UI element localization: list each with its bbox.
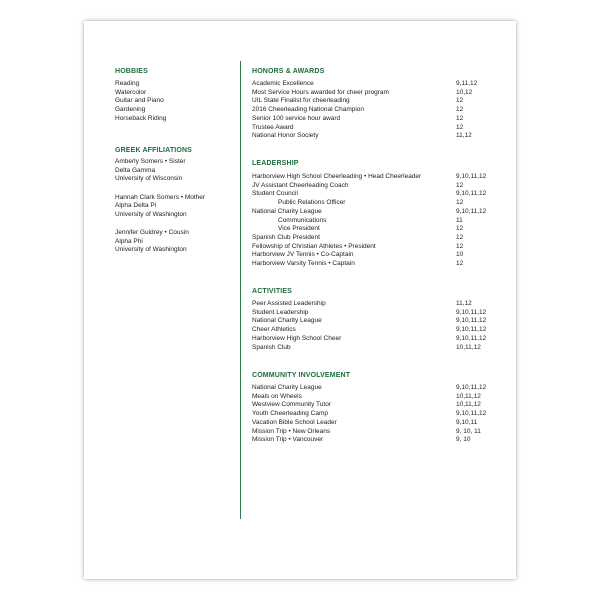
- community-label: National Charity League: [252, 384, 322, 391]
- greek-organization: Alpha Phi: [115, 237, 143, 245]
- community-label: Mission Trip • New Orleans: [252, 427, 331, 435]
- greek-relation: Hannah Clark Somers • Mother: [115, 193, 206, 201]
- greek-organization: Alpha Delta Pi: [115, 202, 157, 210]
- activity-label: Spanish Club: [252, 343, 291, 351]
- community-heading: COMMUNITY INVOLVEMENT: [252, 372, 351, 379]
- hobby-item: Guitar and Piano: [115, 97, 164, 105]
- leadership-years: 12: [456, 233, 464, 241]
- leadership-label: National Charity League: [252, 207, 322, 215]
- leadership-years: 12: [456, 260, 464, 267]
- community-label: Meals on Wheels: [252, 392, 302, 400]
- hobbies-heading: HOBBIES: [115, 68, 148, 75]
- leadership-label: JV Assistant Cheerleading Coach: [252, 181, 349, 189]
- leadership-sub-label: Vice President: [278, 225, 320, 233]
- community-years: 9,10,11: [456, 418, 478, 426]
- activity-years: 9,10,11,12: [456, 334, 487, 342]
- leadership-label: Fellowship of Christian Athletes • President: [252, 242, 376, 250]
- leadership-years: 12: [456, 225, 464, 233]
- community-years: 10,11,12: [456, 401, 481, 409]
- leadership-years: 11: [456, 216, 463, 224]
- community-label: Mission Trip • Vancouver: [252, 436, 324, 444]
- honor-years: 12: [456, 97, 464, 105]
- leadership-years: 9,10,11,12: [456, 207, 487, 215]
- honor-years: 9,11,12: [456, 80, 478, 87]
- community-label: Youth Cheerleading Camp: [252, 410, 329, 418]
- honor-label: UIL State Finalist for cheerleading: [252, 97, 350, 105]
- greek-organization: Delta Gamma: [115, 166, 156, 174]
- greek-relation: Jennifer Guidrey • Cousin: [115, 229, 189, 236]
- activity-label: Student Leadership: [252, 308, 309, 316]
- community-years: 9,10,11,12: [456, 410, 487, 418]
- leadership-label: Student Council: [252, 190, 298, 198]
- activity-label: Peer Assisted Leadership: [252, 300, 326, 307]
- leadership-label: Harborview JV Tennis • Co-Captain: [252, 251, 354, 259]
- leadership-years: 10: [456, 251, 464, 259]
- community-label: Westview Community Tutor: [252, 401, 331, 409]
- leadership-years: 12: [456, 199, 464, 207]
- honor-years: 11,12: [456, 132, 472, 140]
- community-years: 9, 10, 11: [456, 427, 481, 435]
- activity-years: 10,11,12: [456, 343, 481, 351]
- community-years: 9,10,11,12: [456, 384, 487, 391]
- community-years: 9, 10: [456, 436, 471, 444]
- honor-years: 12: [456, 106, 464, 114]
- leadership-years: 9,10,11,12: [456, 190, 487, 198]
- leadership-years: 12: [456, 181, 464, 189]
- hobby-item: Gardening: [115, 106, 146, 114]
- hobby-item: Reading: [115, 80, 140, 87]
- honor-label: 2016 Cheerleading National Champion: [252, 106, 365, 114]
- leadership-years: 12: [456, 242, 464, 250]
- leadership-label: Harborview Varsity Tennis • Captain: [252, 260, 355, 267]
- hobby-item: Horseback Riding: [115, 114, 167, 122]
- honor-years: 12: [456, 123, 464, 131]
- activities-heading: ACTIVITIES: [252, 288, 293, 295]
- column-divider: [240, 61, 241, 519]
- activity-years: 9,10,11,12: [456, 317, 487, 325]
- activity-label: Harborview High School Cheer: [252, 334, 342, 342]
- leadership-heading: LEADERSHIP: [252, 160, 299, 167]
- greek-affiliations-heading: GREEK AFFILIATIONS: [115, 147, 192, 154]
- activity-years: 9,10,11,12: [456, 308, 487, 316]
- activity-label: National Charity League: [252, 317, 322, 325]
- leadership-label: Harborview High School Cheerleading • Head Cheerleader: [252, 173, 422, 180]
- greek-university: University of Wisconsin: [115, 175, 183, 183]
- greek-university: University of Washington: [115, 210, 187, 218]
- greek-university: University of Washington: [115, 246, 187, 254]
- honor-label: Trustee Award: [252, 123, 294, 131]
- activity-years: 11,12: [456, 300, 472, 307]
- hobby-item: Watercolor: [115, 88, 147, 96]
- community-years: 10,11,12: [456, 392, 481, 400]
- honor-label: Most Service Hours awarded for cheer program: [252, 88, 389, 96]
- community-label: Vacation Bible School Leader: [252, 418, 337, 426]
- honor-years: 12: [456, 114, 464, 122]
- honor-label: Senior 100 service hour award: [252, 114, 341, 122]
- activity-label: Cheer Athletics: [252, 326, 296, 334]
- honor-label: Academic Excellence: [252, 80, 314, 87]
- honor-label: National Honor Society: [252, 132, 319, 140]
- leadership-sub-label: Public Relations Officer: [278, 199, 346, 207]
- activity-years: 9,10,11,12: [456, 326, 487, 334]
- leadership-years: 9,10,11,12: [456, 173, 487, 180]
- honors-heading: HONORS & AWARDS: [252, 68, 325, 75]
- leadership-sub-label: Communications: [278, 216, 327, 224]
- greek-relation: Amberly Somers • Sister: [115, 158, 186, 165]
- honor-years: 10,12: [456, 88, 473, 96]
- leadership-label: Spanish Club President: [252, 233, 320, 241]
